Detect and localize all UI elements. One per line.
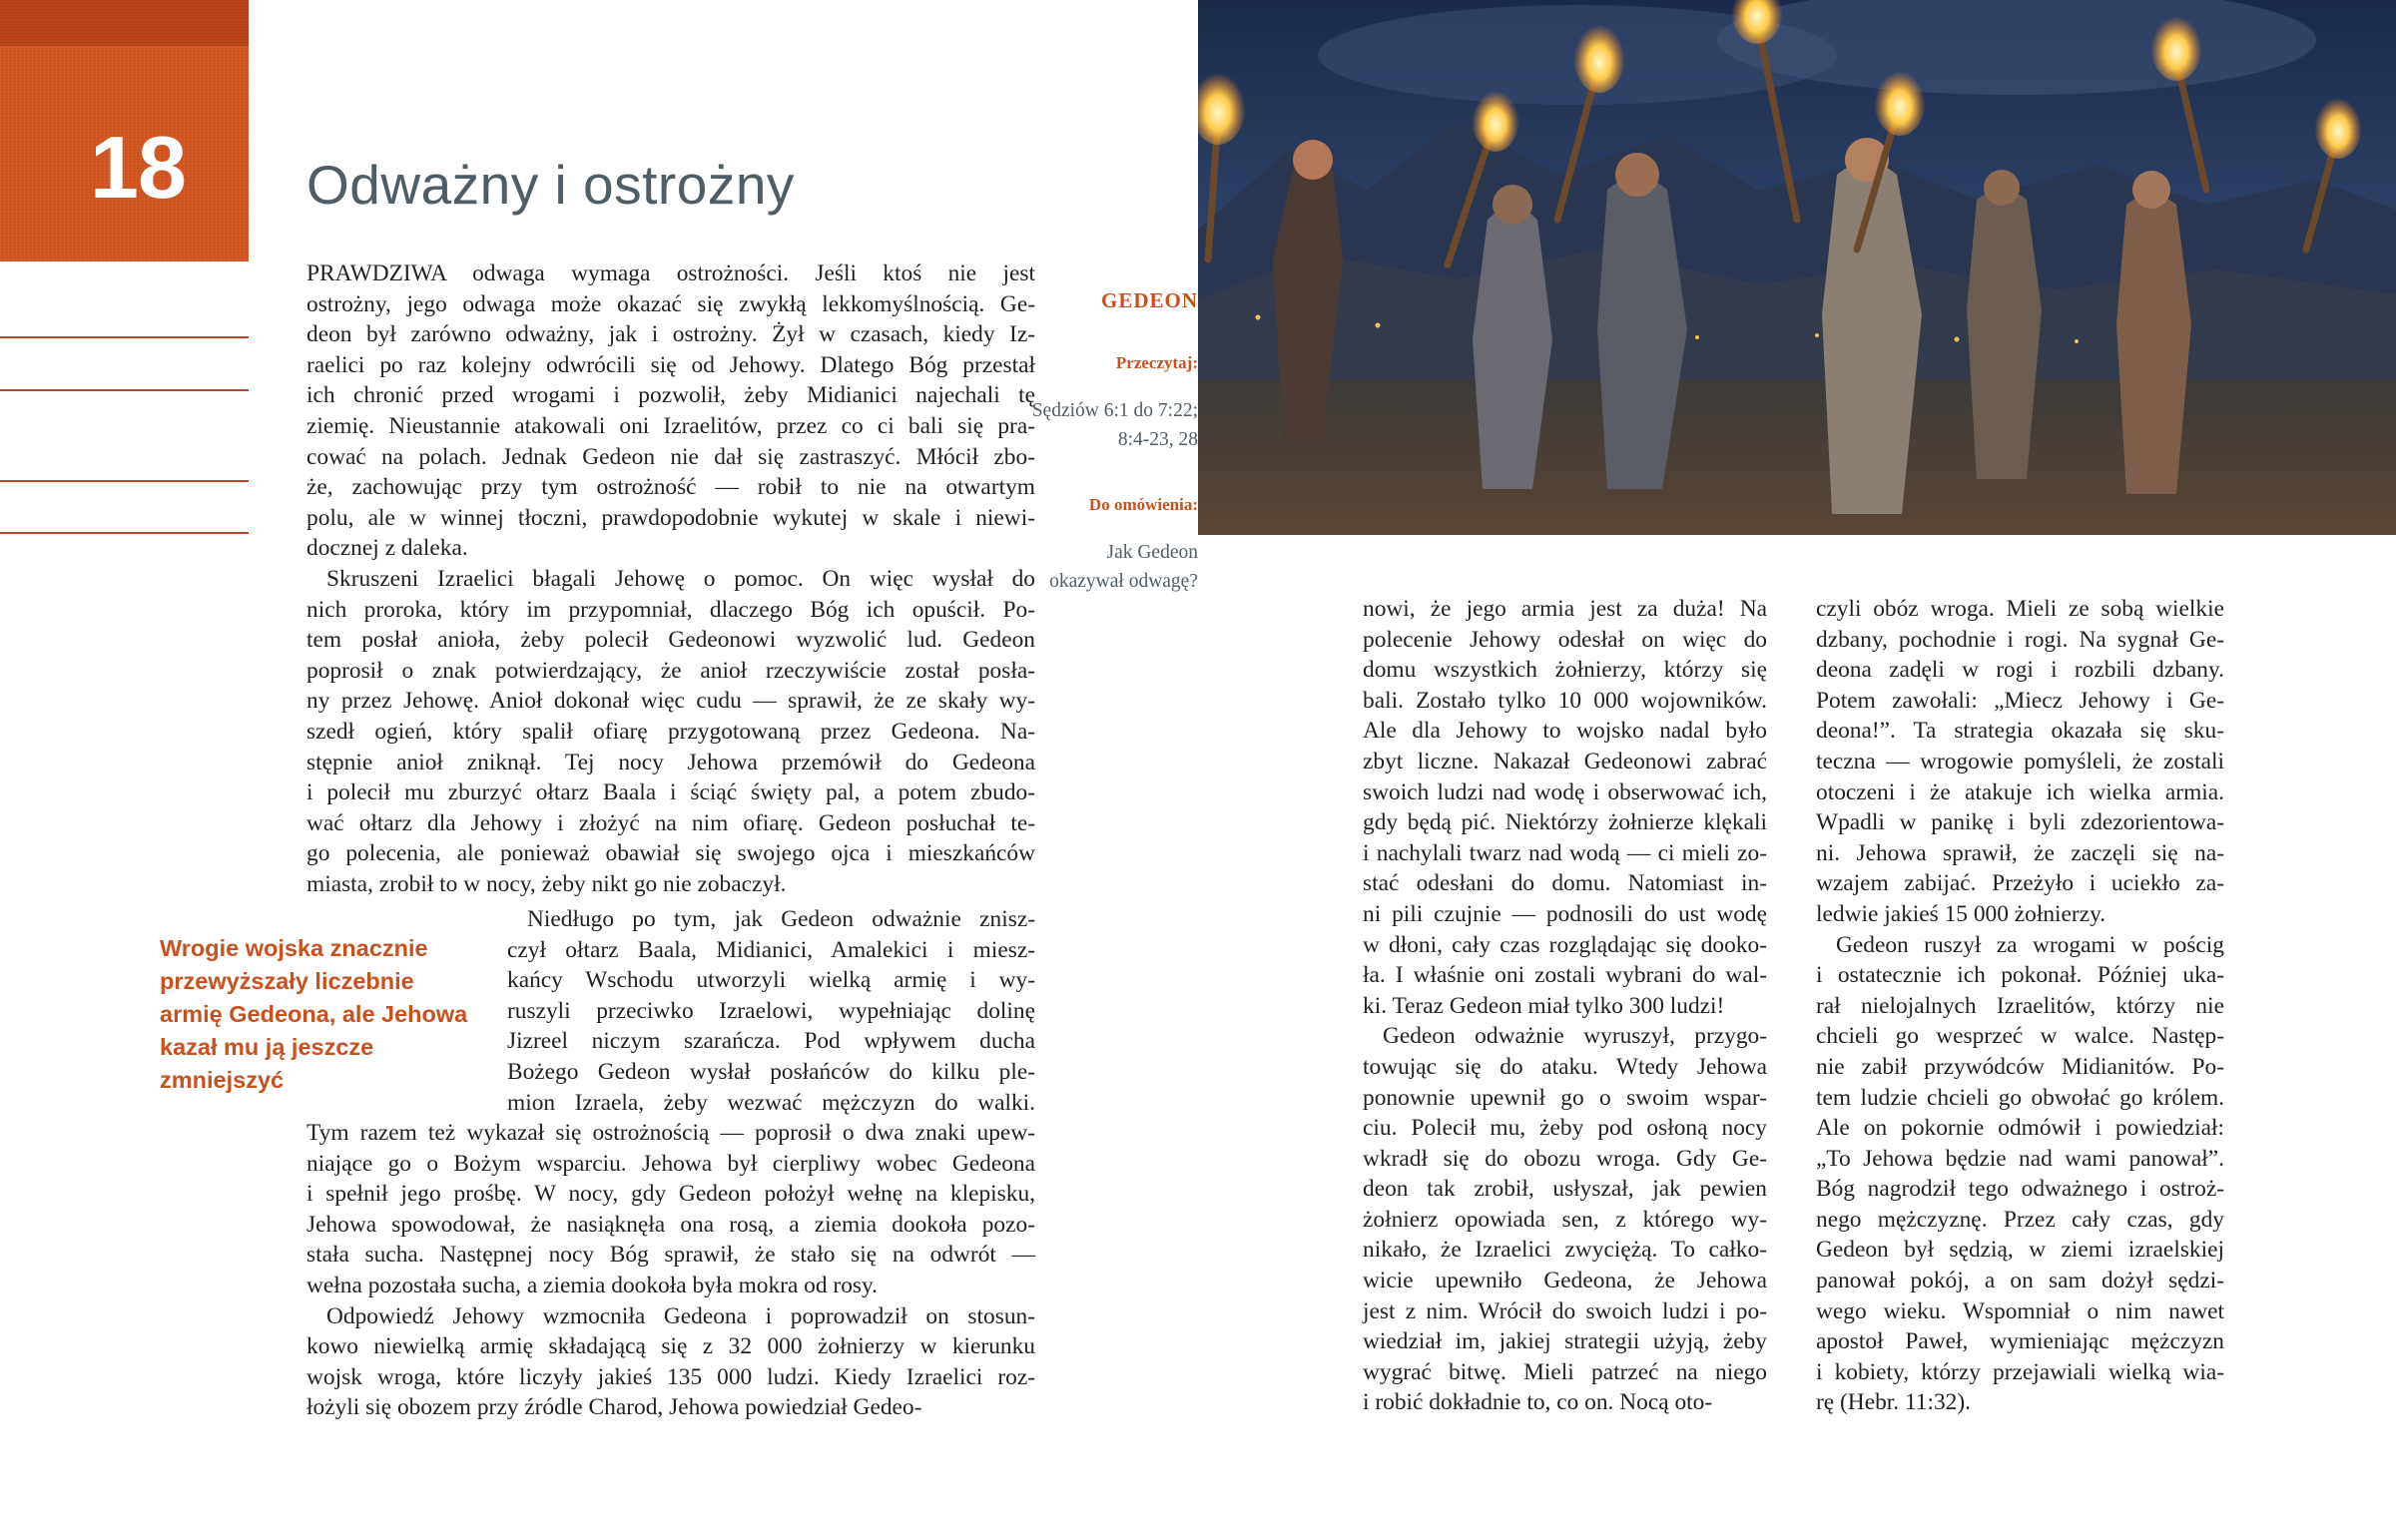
body-column-3	[1816, 594, 2224, 1418]
text-line: apostoł Paweł, wymieniając mężczyzn	[1816, 1328, 2224, 1355]
text-line: wojsk wroga, które liczyły jakieś 135 000 ludzi. Kiedy Izraelici roz-	[306, 1363, 1035, 1390]
text-line: tem ludzie chcieli go obwołać go królem.	[1816, 1084, 2224, 1111]
text-line: kańcy Wschodu utworzyli wielką armię i wy-	[507, 967, 1035, 994]
body-column-1-wrap	[507, 904, 1035, 1118]
text-line: ruszyli przeciwko Izraelowi, wypełniając dolinę	[507, 997, 1035, 1024]
text-line: polecenie Jehowy odesłał on więc do	[1363, 626, 1767, 653]
text-line: Skruszeni Izraelici błagali Jehowę o pomoc. On więc wysłał do	[326, 565, 1035, 592]
text-line: i polecił mu zburzyć ołtarz Baala i ściąć święty pal, a potem zbudo-	[306, 779, 1035, 806]
sidebar-rule	[0, 532, 249, 534]
text-line: Odpowiedź Jehowy wzmocniła Gedeona i poprowadził on stosun-	[326, 1302, 1035, 1329]
text-line: Bożego Gedeon wysłał posłańców do kilku ple-	[507, 1058, 1035, 1085]
text-line: wełna pozostała sucha, a ziemia dookoła była mokra od rosy.	[306, 1272, 879, 1298]
text-line: ki. Teraz Gedeon miał tylko 300 ludzi!	[1363, 992, 1725, 1019]
text-line: teczna — wrogowie pomyśleli, że zostali	[1816, 748, 2224, 774]
text-line: Ale on pokornie odmówił i powiedział:	[1816, 1115, 2224, 1142]
text-line: Jehowa spowodował, że nasiąknęła ona rosą, a ziemia dookoła pozo-	[306, 1211, 1035, 1238]
text-line: deon był zarówno odważny, jak i ostrożny. Żył w czasach, kiedy Iz-	[306, 321, 1035, 348]
text-line: wać ołtarz dla Jehowy i złożyć na nim ofiarę. Gedeon posłuchał te-	[306, 809, 1035, 836]
body-column-1	[306, 258, 1035, 899]
gideon-illustration	[1198, 0, 2396, 535]
text-line: i kobiety, którzy przejawiali wielką wia-	[1816, 1358, 2224, 1385]
text-line: docznej z daleka.	[306, 535, 468, 562]
pull-quote-line: kazał mu ją jeszcze	[160, 1034, 374, 1060]
text-line: czył ołtarz Baala, Midianici, Amalekici i miesz-	[507, 936, 1035, 963]
text-line: wicie upewniło Gedeona, że Jehowa	[1363, 1268, 1767, 1294]
text-line: wego wieku. Wspomniał o nim nawet	[1816, 1297, 2224, 1324]
text-line: Tym razem też wykazał się ostrożnością — poprosił o dwa znaki upew-	[306, 1120, 1035, 1146]
text-line: i spełnił jego prośbę. W nocy, gdy Gedeon położył wełnę na klepisku,	[306, 1181, 1035, 1208]
text-line: nego mężczyznę. Przez cały czas, gdy	[1816, 1206, 2224, 1233]
sidebar-read-label: Przeczytaj:	[1115, 353, 1198, 372]
sidebar-question-line: Jak Gedeon	[1106, 542, 1198, 563]
lesson-title: Odważny i ostrożny	[306, 154, 795, 216]
body-column-1-tail	[306, 1118, 1035, 1423]
text-line: i robić dokładnie to, co on. Nocą oto-	[1363, 1389, 1713, 1416]
text-line: otoczeni i że atakuje ich wielka armia.	[1816, 778, 2224, 805]
body-column-2	[1363, 594, 1767, 1418]
text-line: poprosił o znak potwierdzający, że anioł rzeczywiście został posła-	[306, 657, 1035, 684]
number-block-strip	[0, 0, 249, 46]
text-line: ni pili czujnie — podnosili do ust wodę	[1363, 900, 1767, 927]
text-line: nikało, że Izraelici zwyciężą. To całko-	[1363, 1237, 1767, 1264]
sidebar-discuss-label: Do omówienia:	[1088, 495, 1198, 514]
text-line: raelici po raz kolejny odwrócili się od Jehowy. Dlatego Bóg przestał	[306, 351, 1035, 378]
text-line: chcieli go wesprzeć w walce. Następ-	[1816, 1023, 2224, 1050]
text-line: stać odesłani do domu. Natomiast in-	[1363, 870, 1767, 897]
text-line: domu wszystkich żołnierzy, którzy się	[1363, 657, 1767, 684]
text-line: Gedeon był sędzią, w ziemi izraelskiej	[1816, 1237, 2224, 1264]
pull-quote-line: armię Gedeona, ale Jehowa	[160, 1001, 468, 1027]
text-line: deon tak zrobił, usłyszał, jak pewien	[1363, 1176, 1767, 1203]
sidebar-rule	[0, 336, 249, 338]
text-line: Gedeon odważnie wyruszył, przygo-	[1383, 1023, 1767, 1050]
pull-quote	[160, 932, 489, 1097]
text-line: ny przez Jehowę. Anioł dokonał więc cudu — sprawił, że ze skały wy-	[306, 688, 1035, 715]
text-line: nowi, że jego armia jest za duża! Na	[1363, 596, 1767, 622]
text-line: swoich ludzi nad wodę i obserwować ich,	[1363, 778, 1767, 805]
text-line: ponownie upewnił go o swoim wspar-	[1363, 1084, 1767, 1111]
text-line: ostrożny, jego odwaga może okazać się zwykłą lekkomyślnością. Ge-	[306, 290, 1035, 317]
sidebar-rule	[0, 480, 249, 482]
text-line: i ostatecznie ich pokonał. Później uka-	[1816, 962, 2224, 989]
text-line: Wpadli w panikę i byli zdezorientowa-	[1816, 809, 2224, 836]
text-line: nich proroka, który im przypomniał, dlaczego Bóg ich opuścił. Po-	[306, 596, 1035, 623]
lesson-number-block	[0, 0, 249, 261]
text-line: deona!”. Ta strategia okazała się sku-	[1816, 718, 2224, 745]
lesson-number: 18	[90, 118, 186, 217]
pull-quote-line: Wrogie wojska znacznie	[160, 935, 428, 961]
text-line: gdy będą pić. Niektórzy żołnierze klękali	[1363, 809, 1767, 836]
text-line: ciu. Polecił mu, żeby pod osłoną nocy	[1363, 1115, 1767, 1142]
text-line: ni. Jehowa sprawił, że zaczęli się na-	[1816, 839, 2224, 866]
text-line: bali. Zostało tylko 10 000 wojowników.	[1363, 687, 1767, 714]
text-line: polu, ale w winnej tłoczni, prawdopodobnie wykutej w skale i niewi-	[306, 504, 1035, 531]
text-line: kowo niewielką armię składającą się z 32 000 żołnierzy w kierunku	[306, 1333, 1035, 1360]
text-line: mion Izraela, żeby wezwać mężczyzn do walki.	[507, 1089, 1035, 1116]
text-line: go polecenia, ale ponieważ obawiał się swojego ojca i mieszkańców	[306, 840, 1035, 867]
text-line: ła. I właśnie oni zostali wybrani do wal-	[1363, 962, 1767, 989]
text-line: miasta, zrobił to w nocy, żeby nikt go nie zobaczył.	[306, 870, 787, 897]
text-line: jest z nim. Wrócił do swoich ludzi i po-	[1363, 1297, 1767, 1324]
text-line: stała sucha. Następnej nocy Bóg sprawił, że stało się na odwrót —	[306, 1242, 1035, 1269]
sidebar-person: GEDEON	[1100, 288, 1198, 312]
text-line: wygrać bitwę. Mieli patrzeć na niego	[1363, 1358, 1767, 1385]
text-line: Jizreel niczym szarańcza. Pod wpływem ducha	[507, 1028, 1035, 1055]
text-line: że, zachowując przy tym ostrożność — robił to nie na otwartym	[306, 474, 1035, 501]
sidebar-reference-line: Sędziów 6:1 do 7:22;	[1031, 400, 1198, 421]
text-line: nie zabił przywódców Midianitów. Po-	[1816, 1053, 2224, 1080]
text-line: wiedział im, jakiej strategii użyją, żeby	[1363, 1328, 1767, 1355]
text-line: cować na polach. Jednak Gedeon nie dał się zastraszyć. Młócił zbo-	[306, 443, 1035, 470]
text-line: panował pokój, a on sam dożył sędzi-	[1816, 1268, 2224, 1294]
text-line: PRAWDZIWA odwaga wymaga ostrożności. Jeśli ktoś nie jest	[306, 260, 1035, 286]
text-line: szedł ogień, który spalił ofiarę przygotowaną przez Gedeona. Na-	[306, 718, 1035, 745]
text-line: rał nielojalnych Izraelitów, którzy nie	[1816, 992, 2224, 1019]
text-line: Gedeon ruszył za wrogami w pościg	[1836, 931, 2224, 958]
text-line: zbyt liczne. Nakazał Gedeonowi zabrać	[1363, 748, 1767, 774]
text-line: towując się do ataku. Wtedy Jehowa	[1363, 1053, 1767, 1080]
text-line: deona zadęli w rogi i rozbili dzbany.	[1816, 657, 2224, 684]
text-line: w dłoni, cały czas rozglądając się dooko-	[1363, 931, 1767, 958]
text-line: czyli obóz wroga. Mieli ze sobą wielkie	[1816, 596, 2224, 622]
text-line: Potem zawołali: „Miecz Jehowy i Ge-	[1816, 687, 2224, 714]
text-line: „To Jehowa będzie nad wami panował”.	[1816, 1145, 2224, 1172]
text-line: żołnierz opowiada sen, z którego wy-	[1363, 1206, 1767, 1233]
text-line: ziemię. Nieustannie atakowali oni Izraelitów, przez co ci bali się pra-	[306, 412, 1035, 439]
text-line: Ale dla Jehowy to wojsko nadal było	[1363, 718, 1767, 745]
text-line: wkradł się do obozu wroga. Gdy Ge-	[1363, 1145, 1767, 1172]
pull-quote-line: zmniejszyć	[160, 1067, 285, 1093]
text-line: i nachylali twarz nad wodą — ci mieli zo-	[1363, 839, 1767, 866]
text-line: tem posłał anioła, żeby polecił Gedeonowi wyzwolić lud. Gedeon	[306, 627, 1035, 654]
text-line: Niedługo po tym, jak Gedeon odważnie znisz-	[527, 906, 1035, 932]
text-line: ich chronić przed wrogami i pozwolił, żeby Midianici najechali tę	[306, 382, 1035, 409]
sidebar-question-line: okazywał odwagę?	[1049, 571, 1198, 592]
text-line: wzajem zabijać. Przeżyło i uciekło za-	[1816, 870, 2224, 897]
text-line: ledwie jakieś 15 000 żołnierzy.	[1816, 900, 2106, 927]
text-line: rę (Hebr. 11:32).	[1816, 1389, 1972, 1416]
text-line: niające go o Bożym wsparciu. Jehowa był cierpliwy wobec Gedeona	[306, 1150, 1035, 1177]
text-line: dzbany, pochodnie i rogi. Na sygnał Ge-	[1816, 626, 2224, 653]
text-line: stępnie anioł zniknął. Tej nocy Jehowa przemówił do Gedeona	[306, 749, 1035, 775]
text-line: Bóg nagrodził tego odważnego i ostroż-	[1816, 1176, 2224, 1203]
sidebar-reference-line: 8:4-23, 28	[1117, 429, 1198, 450]
text-line: łożyli się obozem przy źródle Charod, Jehowa powiedział Gedeo-	[306, 1394, 922, 1421]
sidebar-rule	[0, 389, 249, 391]
pull-quote-line: przewyższały liczebnie	[160, 968, 414, 994]
right-page	[1198, 0, 2396, 1540]
